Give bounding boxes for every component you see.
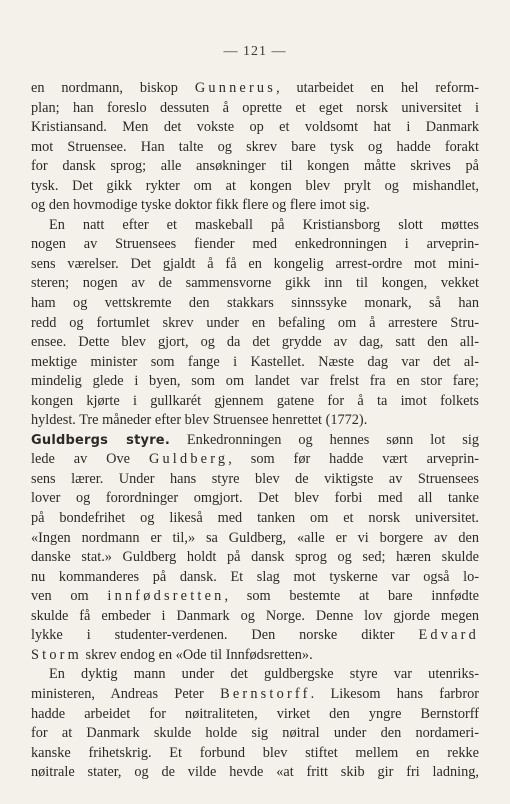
text-run: Enkedronningen og hennes sønn lot sig xyxy=(169,431,479,448)
text-line xyxy=(31,529,479,549)
spaced-name: Guldberg xyxy=(148,451,229,468)
text-run: kanske frihetskrig. Et forbund blev stiftet mellem en rekke xyxy=(31,744,479,761)
text-line xyxy=(31,744,479,764)
text-line xyxy=(31,431,479,451)
text-run: tysk. Det gikk rykter om at kongen blev prylt og mishandlet, xyxy=(31,177,479,194)
text-run: . Likesom hans farbror xyxy=(310,685,479,702)
text-run: «Ingen nordmann er til,» sa Guldberg, «alle er vi borgere av den xyxy=(31,529,479,546)
text-run: , som før hadde vært arveprin- xyxy=(228,451,479,468)
text-run: mektige minister som fange i Kastellet. Næste dag var det al- xyxy=(31,353,479,370)
text-line xyxy=(31,548,479,568)
text-line xyxy=(31,763,479,783)
text-run: hadde arbeidet for nøitraliteten, virket den yngre Bernstorff xyxy=(31,705,479,722)
text-run: En natt efter et maskeball på Kristiansborg slott møttes xyxy=(49,216,479,233)
text-run: skulde få embeder i Danmark og Norge. Denne lov gjorde megen xyxy=(31,607,479,624)
text-run: på bondefrihet og likeså med tanken om et norsk universitet. xyxy=(31,510,479,527)
section-heading: Guldbergs styre. xyxy=(31,432,170,448)
text-run: ensee. Dette blev gjort, og da det grydde av dag, satt den all- xyxy=(31,334,479,351)
spaced-name: Storm xyxy=(31,646,82,663)
text-run: Kristiansand. Men det vokste op et voldsomt hat i Danmark xyxy=(31,119,479,136)
text-run: mindelig glede i byen, som om landet var frelst fra en stor fare; xyxy=(31,373,479,390)
text-run: plan; han foreslo dessuten å oprette et eget norsk universitet i xyxy=(31,99,479,116)
text-run: for dansk sprog; alle ansøkninger til kongen måtte skrives på xyxy=(31,158,479,175)
spaced-name: Edvard xyxy=(418,627,479,644)
text-run: nøitrale stater, og de vilde hevde «at fritt skib gir fri ladning, xyxy=(31,764,479,781)
text-line xyxy=(31,353,479,373)
text-run: ministeren, Andreas Peter xyxy=(31,685,221,702)
text-run: en nordmann, biskop xyxy=(31,80,195,96)
text-line xyxy=(31,177,479,197)
text-line xyxy=(31,587,479,607)
text-line xyxy=(31,294,479,314)
text-line xyxy=(31,646,479,666)
text-line xyxy=(31,333,479,353)
text-line xyxy=(31,274,479,294)
text-line xyxy=(31,157,479,177)
text-line xyxy=(31,705,479,725)
text-run: ham og vettskremte den stakkars sinnssyke monark, så han xyxy=(31,295,479,312)
text-line xyxy=(31,411,479,431)
text-run: ven om xyxy=(31,588,108,605)
text-line xyxy=(31,392,479,412)
text-line xyxy=(31,568,479,588)
text-run: , utarbeidet en hel reform- xyxy=(276,80,479,96)
text-line xyxy=(31,665,479,685)
text-line xyxy=(31,99,479,119)
text-run: mot Struensee. Han talte og skrev bare tysk og hadde forakt xyxy=(31,138,479,155)
text-run: for at Danmark skulde holde sig nøitral under den nordameri- xyxy=(31,725,479,742)
text-run: En dyktig mann under det guldbergske styre var utenriks- xyxy=(49,666,479,683)
text-run: hyldest. Tre måneder efter blev Struensee henrettet (1772). xyxy=(31,412,368,429)
spaced-name: Bernstorff xyxy=(220,685,311,702)
page-number: — 121 — xyxy=(223,44,287,59)
text-run: lover og forordninger omgjort. Det blev forbi med all tanke xyxy=(31,490,479,507)
text-run: , som bestemte at bare innfødte xyxy=(224,588,479,605)
text-body xyxy=(31,79,479,783)
text-line xyxy=(31,470,479,490)
text-line xyxy=(31,450,479,470)
text-run: lede av Ove xyxy=(31,451,149,468)
text-line xyxy=(31,489,479,509)
text-run: sens lærer. Under hans styre blev de viktigste av Struensees xyxy=(31,470,479,487)
text-line xyxy=(31,118,479,138)
text-line xyxy=(31,607,479,627)
text-run: sens værelser. Det gjaldt å få en kongelig arrest-ordre mot mini- xyxy=(31,255,479,272)
text-run: nu kommanderes på dansk. Et slag mot tyskerne var også lo- xyxy=(31,568,479,585)
text-run: steren; nogen av de sammensvorne gikk inn til kongen, vekket xyxy=(31,275,479,292)
text-line xyxy=(31,216,479,236)
text-run: nogen av Struensees fiender med enkedronningen i arveprin- xyxy=(31,236,479,253)
spaced-name: Gunnerus xyxy=(194,80,277,96)
text-line xyxy=(31,235,479,255)
text-line xyxy=(31,138,479,158)
text-line xyxy=(31,685,479,705)
text-line xyxy=(31,196,479,216)
text-line xyxy=(31,255,479,275)
spaced-name: innfødsretten xyxy=(107,588,225,605)
text-line xyxy=(31,79,479,99)
text-line xyxy=(31,314,479,334)
text-run: danske stat.» Guldberg holdt på dansk sprog og sed; hæren skulde xyxy=(31,549,479,566)
text-run: lykke i studenter-verdenen. Den norske dikter xyxy=(31,627,419,644)
text-line xyxy=(31,372,479,392)
text-line xyxy=(31,509,479,529)
text-run: skrev endog en «Ode til Innfødsretten». xyxy=(81,646,313,663)
text-line xyxy=(31,724,479,744)
text-run: og den hovmodige tyske doktor fikk flere og flere imot sig. xyxy=(31,197,370,214)
text-line xyxy=(31,626,479,646)
text-run: kongen kjørte i gullkarét gjennem gatene for å ta imot folkets xyxy=(31,392,479,409)
text-run: redd og fortumlet skrev under en befaling om å arrestere Stru- xyxy=(31,314,479,331)
